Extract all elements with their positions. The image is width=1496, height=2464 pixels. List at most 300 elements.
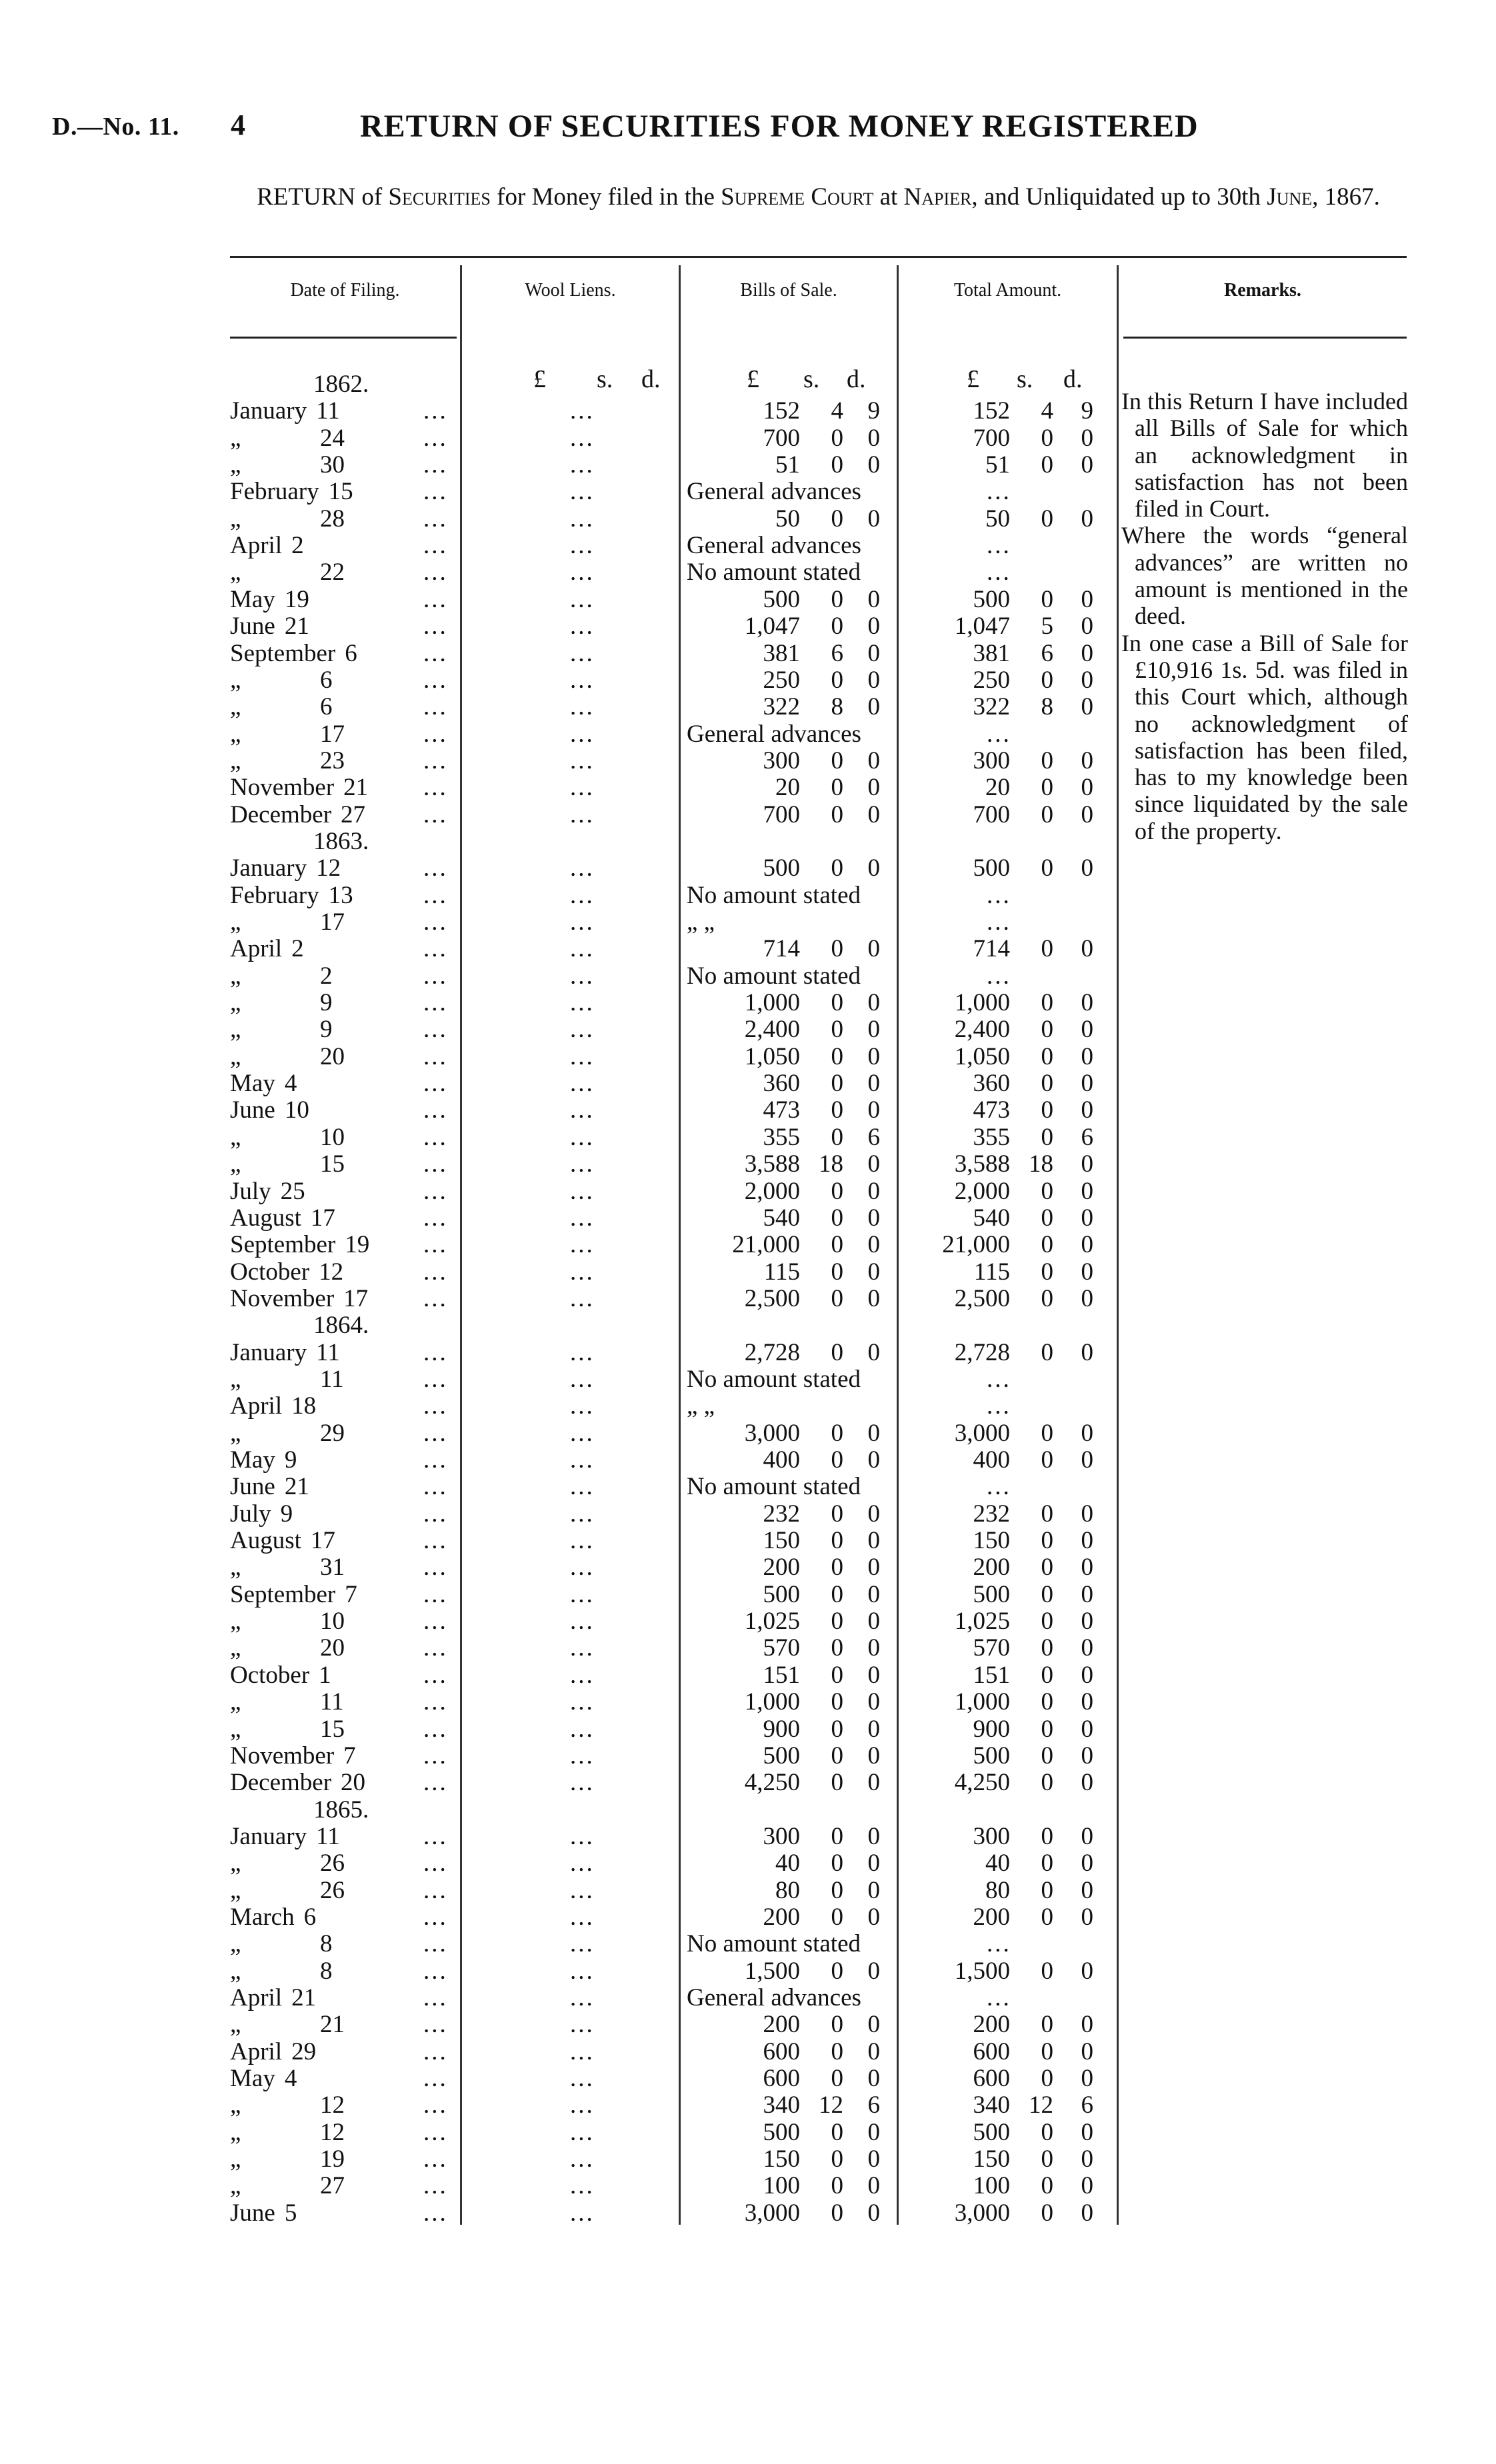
filing-day: 2: [320, 962, 333, 990]
filing-month: December: [230, 801, 332, 828]
page-number: 4: [231, 109, 246, 141]
filing-day: 19: [284, 586, 309, 613]
wool-liens-empty: ...: [570, 1554, 595, 1581]
wool-liens-empty: ...: [570, 1150, 595, 1178]
filing-day: 11: [316, 1823, 340, 1850]
filing-month: September: [230, 1231, 336, 1258]
filing-month: „: [230, 505, 241, 533]
bill-shillings: 0: [831, 935, 843, 962]
bill-pounds: 40: [775, 1849, 800, 1877]
total-pence: 0: [1081, 1634, 1093, 1662]
wool-liens-empty: ...: [570, 1957, 595, 1985]
bill-pounds: 152: [763, 397, 800, 425]
bill-pounds: 473: [763, 1096, 800, 1124]
bill-pence: 0: [867, 1877, 880, 1904]
total-shillings: 0: [1041, 1339, 1053, 1366]
wool-liens-empty: ...: [570, 747, 595, 774]
total-pence: 0: [1081, 2065, 1093, 2092]
leader-dots: ...: [423, 666, 448, 694]
bill-pence: 0: [867, 2199, 880, 2227]
caption-text: at: [873, 183, 904, 211]
total-pounds: 1,025: [954, 1608, 1010, 1635]
total-empty: ...: [987, 532, 1011, 559]
bill-pence: 0: [867, 1150, 880, 1178]
total-pence: 0: [1081, 1903, 1093, 1931]
bill-shillings: 0: [831, 1849, 843, 1877]
bill-shillings: 0: [831, 1096, 843, 1124]
bill-shillings: 0: [831, 854, 843, 882]
total-pounds: 500: [973, 2119, 1010, 2146]
wool-liens-empty: ...: [570, 1662, 595, 1689]
column-divider: [679, 265, 681, 2225]
filing-day: 24: [320, 425, 345, 452]
total-pounds: 4,250: [954, 1769, 1010, 1796]
leader-dots: ...: [423, 1016, 448, 1043]
filing-month: November: [230, 1742, 335, 1770]
leader-dots: ...: [423, 1500, 448, 1528]
bill-pounds: 340: [763, 2091, 800, 2119]
bill-pounds: 322: [763, 693, 800, 720]
filing-month: „: [230, 989, 241, 1016]
wool-liens-empty: ...: [570, 1634, 595, 1662]
total-empty: ...: [987, 720, 1011, 748]
total-shillings: 0: [1041, 1258, 1053, 1286]
leader-dots: ...: [423, 935, 448, 962]
bill-pounds: 500: [763, 2119, 800, 2146]
total-pence: 0: [1081, 1016, 1093, 1043]
leader-dots: ...: [423, 882, 448, 909]
filing-month: „: [230, 1124, 241, 1151]
leader-dots: ...: [423, 1984, 448, 2011]
unit-pound: £: [533, 365, 546, 393]
filing-month: „: [230, 425, 241, 452]
filing-day: 26: [320, 1849, 345, 1877]
filing-month: April: [230, 1984, 283, 2011]
leader-dots: ...: [423, 397, 448, 425]
filing-month: January: [230, 397, 307, 425]
bill-shillings: 0: [831, 2145, 843, 2173]
filing-month: „: [230, 1716, 241, 1743]
bill-shillings: 0: [831, 1769, 843, 1796]
filing-month: November: [230, 774, 335, 801]
bill-pounds: 115: [763, 1258, 800, 1286]
total-shillings: 0: [1041, 935, 1053, 962]
filing-month: October: [230, 1662, 310, 1689]
filing-day: 12: [320, 2091, 345, 2119]
bill-shillings: 0: [831, 1634, 843, 1662]
filing-day: 9: [320, 989, 333, 1016]
total-shillings: 0: [1041, 1608, 1053, 1635]
filing-day: 17: [343, 1285, 369, 1312]
bill-pounds: 600: [763, 2065, 800, 2092]
total-pounds: 200: [973, 1903, 1010, 1931]
bill-pounds: 250: [763, 666, 800, 694]
wool-liens-empty: ...: [570, 2011, 595, 2038]
bill-pounds: 2,400: [744, 1016, 800, 1043]
bill-pounds: 1,000: [744, 989, 800, 1016]
wool-liens-empty: ...: [570, 1339, 595, 1366]
filing-day: 23: [320, 747, 345, 774]
leader-dots: ...: [423, 1769, 448, 1796]
total-shillings: 0: [1041, 666, 1053, 694]
wool-liens-empty: ...: [570, 1070, 595, 1097]
leader-dots: ...: [423, 1392, 448, 1420]
leader-dots: ...: [423, 2119, 448, 2146]
total-pounds: 152: [973, 397, 1010, 425]
total-pence: 0: [1081, 1231, 1093, 1258]
leader-dots: ...: [423, 1096, 448, 1124]
bill-shillings: 12: [819, 2091, 843, 2119]
total-pence: 0: [1081, 1096, 1093, 1124]
leader-dots: ...: [423, 1930, 448, 1957]
total-shillings: 0: [1041, 1124, 1053, 1151]
wool-liens-empty: ...: [570, 532, 595, 559]
wool-liens-empty: ...: [570, 962, 595, 990]
caption-text: Napier: [903, 183, 972, 211]
wool-liens-empty: ...: [570, 854, 595, 882]
leader-dots: ...: [423, 586, 448, 613]
total-pence: 0: [1081, 451, 1093, 479]
filing-month: „: [230, 720, 241, 748]
total-pence: 6: [1081, 2091, 1093, 2119]
bill-pounds: 2,000: [744, 1178, 800, 1205]
total-pounds: 300: [973, 747, 1010, 774]
leader-dots: ...: [423, 1339, 448, 1366]
total-pounds: 300: [973, 1823, 1010, 1850]
total-pounds: 381: [973, 640, 1010, 667]
bill-pence: 0: [867, 1204, 880, 1232]
total-shillings: 0: [1041, 2145, 1053, 2173]
filing-day: 21: [291, 1984, 317, 2011]
unit-shillings: s.: [597, 365, 613, 393]
leader-dots: ...: [423, 801, 448, 828]
total-shillings: 0: [1041, 1554, 1053, 1581]
caption-text: Securities: [388, 183, 491, 211]
wool-liens-empty: ...: [570, 1823, 595, 1850]
wool-liens-empty: ...: [570, 640, 595, 667]
filing-month: „: [230, 559, 241, 586]
bill-shillings: 0: [831, 1554, 843, 1581]
bill-pence: 6: [867, 2091, 880, 2119]
wool-liens-empty: ...: [570, 505, 595, 533]
bill-shillings: 0: [831, 1688, 843, 1716]
filing-day: 26: [320, 1877, 345, 1904]
filing-month: December: [230, 1769, 332, 1796]
total-pounds: 40: [985, 1849, 1010, 1877]
leader-dots: ...: [423, 1662, 448, 1689]
total-pence: 0: [1081, 693, 1093, 720]
filing-month: April: [230, 1392, 283, 1420]
total-pounds: 500: [973, 586, 1010, 613]
wool-liens-empty: ...: [570, 2091, 595, 2119]
filing-day: 15: [320, 1716, 345, 1743]
bill-shillings: 0: [831, 1500, 843, 1528]
caption-text: June: [1267, 183, 1313, 211]
leader-dots: ...: [423, 1634, 448, 1662]
total-pounds: 570: [973, 1634, 1010, 1662]
total-shillings: 0: [1041, 1096, 1053, 1124]
bill-pence: 0: [867, 2172, 880, 2199]
filing-month: July: [230, 1178, 271, 1205]
filing-day: 18: [291, 1392, 317, 1420]
total-pounds: 714: [973, 935, 1010, 962]
bill-shillings: 0: [831, 2119, 843, 2146]
total-shillings: 0: [1041, 1527, 1053, 1554]
wool-liens-empty: ...: [570, 451, 595, 479]
filing-month: May: [230, 586, 275, 613]
leader-dots: ...: [423, 1150, 448, 1178]
bill-pence: 0: [867, 2145, 880, 2173]
filing-month: „: [230, 2011, 241, 2038]
bill-shillings: 0: [831, 747, 843, 774]
total-empty: ...: [987, 1473, 1011, 1500]
filing-month: June: [230, 1473, 275, 1500]
wool-liens-empty: ...: [570, 693, 595, 720]
total-pence: 0: [1081, 505, 1093, 533]
leader-dots: ...: [423, 1877, 448, 1904]
total-shillings: 0: [1041, 854, 1053, 882]
leader-dots: ...: [423, 1231, 448, 1258]
total-empty: ...: [987, 478, 1011, 505]
total-shillings: 0: [1041, 2199, 1053, 2227]
wool-liens-empty: ...: [570, 801, 595, 828]
table-caption: [230, 181, 1407, 213]
total-shillings: 8: [1041, 693, 1053, 720]
total-shillings: 0: [1041, 774, 1053, 801]
total-pounds: 250: [973, 666, 1010, 694]
total-pounds: 151: [973, 1662, 1010, 1689]
unit-shillings: s.: [1017, 365, 1033, 393]
total-shillings: 0: [1041, 1903, 1053, 1931]
unit-pound: £: [967, 365, 979, 393]
bill-pounds: 540: [763, 1204, 800, 1232]
bill-shillings: 0: [831, 1124, 843, 1151]
wool-liens-empty: ...: [570, 1096, 595, 1124]
bill-pounds: 500: [763, 586, 800, 613]
wool-liens-empty: ...: [570, 1769, 595, 1796]
leader-dots: ...: [423, 1957, 448, 1985]
bill-shillings: 0: [831, 1581, 843, 1608]
filing-day: 15: [320, 1150, 345, 1178]
total-pence: 0: [1081, 1849, 1093, 1877]
filing-day: 9: [320, 1016, 333, 1043]
total-pounds: 232: [973, 1500, 1010, 1528]
filing-day: 21: [284, 1473, 309, 1500]
total-pence: 0: [1081, 1527, 1093, 1554]
bill-shillings: 0: [831, 2172, 843, 2199]
wool-liens-empty: ...: [570, 1581, 595, 1608]
bill-pence: 0: [867, 1742, 880, 1770]
filing-month: „: [230, 747, 241, 774]
filing-day: 17: [320, 908, 345, 936]
leader-dots: ...: [423, 1420, 448, 1447]
filing-day: 21: [320, 2011, 345, 2038]
bill-pence: 0: [867, 1231, 880, 1258]
total-pence: 0: [1081, 747, 1093, 774]
bill-shillings: 0: [831, 1178, 843, 1205]
caption-text: Supreme Court: [721, 183, 874, 211]
total-shillings: 18: [1029, 1150, 1053, 1178]
filing-day: 11: [320, 1366, 344, 1393]
year-heading: 1864.: [313, 1312, 369, 1339]
filing-month: „: [230, 1634, 241, 1662]
filing-day: 1: [319, 1662, 331, 1689]
bill-pence: 0: [867, 1043, 880, 1070]
total-shillings: 5: [1041, 613, 1053, 640]
bill-note: No amount stated: [687, 1473, 861, 1500]
filing-day: 12: [319, 1258, 344, 1286]
wool-liens-empty: ...: [570, 908, 595, 936]
filing-month: „: [230, 1877, 241, 1904]
total-empty: ...: [987, 908, 1011, 936]
bill-note: No amount stated: [687, 882, 861, 909]
bill-shillings: 0: [831, 1043, 843, 1070]
filing-day: 10: [320, 1608, 345, 1635]
bill-pence: 0: [867, 2065, 880, 2092]
bill-shillings: 0: [831, 1742, 843, 1770]
total-pounds: 500: [973, 1742, 1010, 1770]
filing-month: „: [230, 1366, 241, 1393]
bill-pounds: 3,000: [744, 2199, 800, 2227]
filing-day: 4: [284, 2065, 297, 2092]
filing-month: September: [230, 1581, 336, 1608]
total-pence: 0: [1081, 1150, 1093, 1178]
bill-pence: 0: [867, 1178, 880, 1205]
total-shillings: 0: [1041, 1957, 1053, 1985]
total-shillings: 0: [1041, 1716, 1053, 1743]
leader-dots: ...: [423, 1285, 448, 1312]
wool-liens-empty: ...: [570, 1500, 595, 1528]
wool-liens-empty: ...: [570, 2038, 595, 2065]
filing-day: 8: [320, 1957, 333, 1985]
total-pence: 0: [1081, 1204, 1093, 1232]
filing-month: February: [230, 478, 319, 505]
filing-day: 20: [341, 1769, 365, 1796]
wool-liens-empty: ...: [570, 1608, 595, 1635]
total-pounds: 51: [985, 451, 1010, 479]
filing-month: „: [230, 1150, 241, 1178]
remark-paragraph: Where the words “general advances” are written no amount is mentioned in the deed.: [1121, 522, 1408, 630]
bill-pence: 6: [867, 1124, 880, 1151]
unit-pence: d.: [847, 365, 866, 393]
leader-dots: ...: [423, 1688, 448, 1716]
total-pounds: 21,000: [942, 1231, 1010, 1258]
wool-liens-empty: ...: [570, 1446, 595, 1474]
bill-shillings: 0: [831, 451, 843, 479]
wool-liens-empty: ...: [570, 1420, 595, 1447]
total-pence: 9: [1081, 397, 1093, 425]
bill-shillings: 0: [831, 2011, 843, 2038]
column-header-wool-liens: Wool Liens.: [525, 280, 616, 301]
filing-month: „: [230, 908, 241, 936]
wool-liens-empty: ...: [570, 1231, 595, 1258]
year-heading: 1863.: [313, 828, 369, 855]
leader-dots: ...: [423, 1716, 448, 1743]
bill-shillings: 0: [831, 1877, 843, 1904]
leader-dots: ...: [423, 1742, 448, 1770]
total-pence: 0: [1081, 1581, 1093, 1608]
total-pounds: 150: [973, 2145, 1010, 2173]
total-pounds: 600: [973, 2038, 1010, 2065]
bill-note: General advances: [687, 532, 861, 559]
filing-day: 10: [284, 1096, 309, 1124]
filing-day: 13: [328, 882, 353, 909]
total-pounds: 200: [973, 2011, 1010, 2038]
wool-liens-empty: ...: [570, 425, 595, 452]
column-header-remarks: Remarks.: [1224, 280, 1301, 301]
bill-shillings: 0: [831, 1608, 843, 1635]
total-pence: 0: [1081, 1877, 1093, 1904]
filing-month: „: [230, 2145, 241, 2173]
bill-note: General advances: [687, 720, 861, 748]
filing-day: 17: [310, 1204, 335, 1232]
filing-day: 22: [320, 559, 345, 586]
total-shillings: 0: [1041, 2038, 1053, 2065]
bill-shillings: 0: [831, 1016, 843, 1043]
bill-pence: 0: [867, 1096, 880, 1124]
total-pounds: 500: [973, 1581, 1010, 1608]
total-pounds: 150: [973, 1527, 1010, 1554]
wool-liens-empty: ...: [570, 1366, 595, 1393]
filing-month: May: [230, 2065, 275, 2092]
bill-shillings: 0: [831, 1957, 843, 1985]
filing-month: April: [230, 935, 283, 962]
bill-pence: 0: [867, 854, 880, 882]
leader-dots: ...: [423, 989, 448, 1016]
total-pounds: 2,500: [954, 1285, 1010, 1312]
total-pence: 0: [1081, 989, 1093, 1016]
total-pounds: 200: [973, 1554, 1010, 1581]
total-pounds: 3,588: [954, 1150, 1010, 1178]
filing-day: 6: [303, 1903, 317, 1931]
bill-shillings: 0: [831, 666, 843, 694]
filing-day: 2: [291, 532, 304, 559]
total-pence: 0: [1081, 2011, 1093, 2038]
filing-month: June: [230, 613, 275, 640]
total-pence: 0: [1081, 2199, 1093, 2227]
filing-month: June: [230, 1096, 275, 1124]
total-pence: 0: [1081, 640, 1093, 667]
filing-day: 11: [320, 1688, 344, 1716]
bill-shillings: 0: [831, 505, 843, 533]
total-shillings: 6: [1041, 640, 1053, 667]
filing-day: 9: [280, 1500, 293, 1528]
total-shillings: 0: [1041, 1688, 1053, 1716]
bill-pence: 0: [867, 1903, 880, 1931]
leader-dots: ...: [423, 1581, 448, 1608]
total-pounds: 2,000: [954, 1178, 1010, 1205]
total-pence: 0: [1081, 1769, 1093, 1796]
total-pence: 0: [1081, 1662, 1093, 1689]
filing-month: June: [230, 2199, 275, 2227]
bill-pence: 0: [867, 1258, 880, 1286]
total-empty: ...: [987, 559, 1011, 586]
leader-dots: ...: [423, 962, 448, 990]
bill-pence: 0: [867, 2119, 880, 2146]
total-shillings: 0: [1041, 1877, 1053, 1904]
total-empty: ...: [987, 1930, 1011, 1957]
total-pence: 0: [1081, 1742, 1093, 1770]
caption-text: , and Unliquidated up to 30th: [971, 183, 1267, 211]
filing-month: „: [230, 1554, 241, 1581]
total-shillings: 0: [1041, 1662, 1053, 1689]
bill-shillings: 18: [819, 1150, 843, 1178]
bill-pence: 0: [867, 774, 880, 801]
total-pence: 0: [1081, 586, 1093, 613]
wool-liens-empty: ...: [570, 1178, 595, 1205]
total-pence: 0: [1081, 935, 1093, 962]
filing-month: „: [230, 1043, 241, 1070]
